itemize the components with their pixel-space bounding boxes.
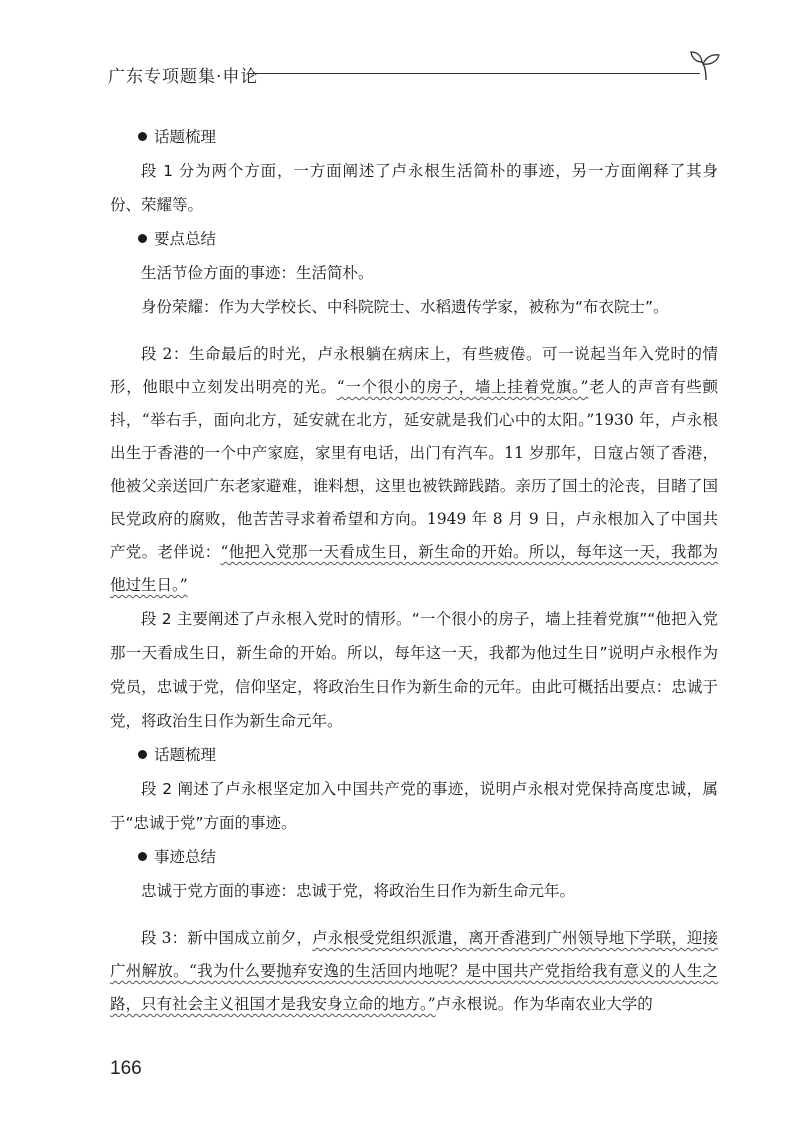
page-body: [110, 120, 718, 1021]
bullet-icon: [138, 234, 147, 243]
marked-quote: “我为什么要抛弃安逸的生活回内地呢？是中国共产党指给我有意义的人生之路，只有社会主义祖国才是我安身立命的地方。”: [110, 962, 718, 1013]
summary-line: 生活节俭方面的事迹：生活简朴。: [141, 264, 374, 282]
book-title: 广东专项题集·申论: [108, 67, 259, 87]
source-paragraph: 段 3：新中国成立前夕，卢永根受党组织派遣，离开香港到广州领导地下学联，迎接广州解放。“我为什么要抛弃安逸的生活回内地呢？是中国共产党指给我有意义的人生之路，只有社会主义祖国才是我安身立命的地方。”卢永根说。作为华南农业大学的: [110, 929, 718, 1013]
section-heading: 要点总结: [110, 222, 718, 256]
page-number: 166: [110, 1058, 142, 1079]
section-heading: 事迹总结: [110, 840, 718, 874]
source-paragraph: 段 2：生命最后的时光，卢永根躺在病床上，有些疲倦。可一说起当年入党时的情形，他眼中立刻发出明亮的光。“一个很小的房子，墙上挂着党旗。”老人的声音有些颤抖，“举右手，面向北方，延安就在北方，延安就是我们心中的太阳。”1930 年，卢永根出生于香港的一个中产家庭，家里有电话，出门有汽车。11 岁那年，日寇占领了香港，他被父亲送回广东老家避难，谁料想，这里也被铁蹄践踏。亲历了国土的沦丧，目睹了国民党政府的腐败，他苦苦寻求着希望和方向。1949 年 8 月 9 日，卢永根加入了中国共产党。老伴说：“他把入党那一天看成生日，新生命的开始。所以，每年这一天，我都为他过生日。”: [110, 345, 718, 594]
section-heading: 话题梳理: [110, 120, 718, 154]
section-heading: 话题梳理: [110, 738, 718, 772]
analysis-paragraph: 段 2 阐述了卢永根坚定加入中国共产党的事迹，说明卢永根对党保持高度忠诚，属于“忠诚于党”方面的事迹。: [110, 780, 718, 832]
summary-line: 身份荣耀：作为大学校长、中科院院士、水稻遗传学家，被称为“布衣院士”。: [141, 298, 669, 316]
page-header: [108, 60, 718, 90]
header-rule: [248, 73, 700, 74]
bullet-icon: [138, 750, 147, 759]
summary-line: 忠诚于党方面的事迹：忠诚于党，将政治生日作为新生命元年。: [141, 882, 576, 900]
marked-quote: “他把入党那一天看成生日，新生命的开始。所以，每年这一天，我都为他过生日。”: [110, 543, 718, 594]
bullet-icon: [138, 132, 147, 141]
sprout-icon: [686, 46, 726, 82]
marked-quote: 卢永根受党组织派遣，离开香港到广州领导地下学联，迎接广州解放。: [110, 929, 718, 980]
bullet-icon: [138, 852, 147, 861]
analysis-paragraph: 段 2 主要阐述了卢永根入党时的情形。“一个很小的房子，墙上挂着党旗”“他把入党那一天看成生日，新生命的开始。所以，每年这一天，我都为他过生日”说明卢永根作为党员，忠诚于党，信仰坚定，将政治生日作为新生命的元年。由此可概括出要点：忠诚于党，将政治生日作为新生命元年。: [110, 610, 718, 730]
analysis-paragraph: 段 1 分为两个方面，一方面阐述了卢永根生活简朴的事迹，另一方面阐释了其身份、荣耀等。: [110, 162, 718, 214]
marked-quote: “一个很小的房子，墙上挂着党旗。”: [336, 378, 589, 396]
